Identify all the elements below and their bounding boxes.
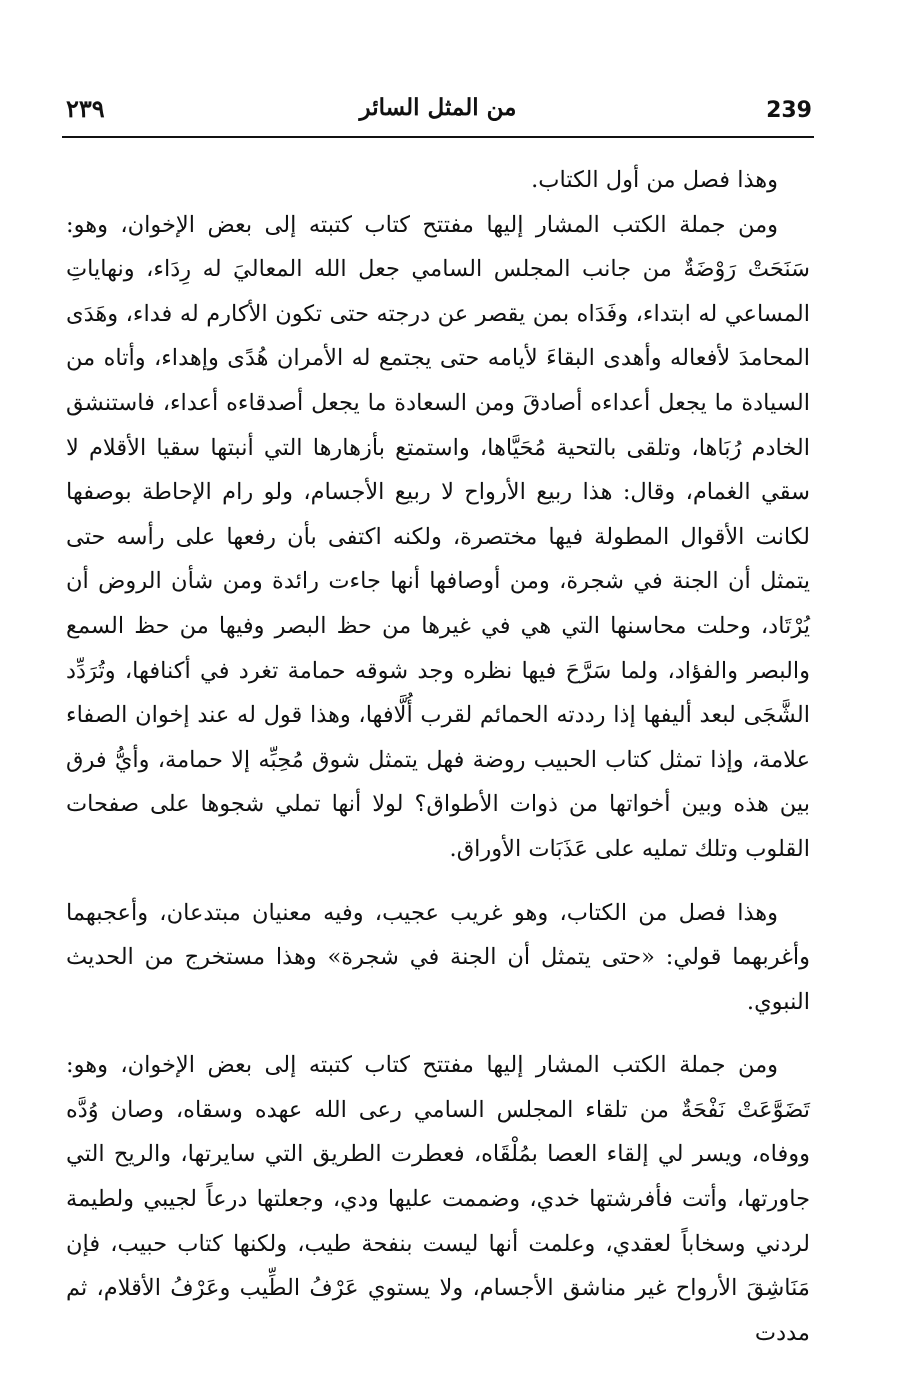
running-title: من المثل السائر [359, 94, 517, 121]
paragraph-letter-one: ومن جملة الكتب المشار إليها مفتتح كتاب كتبته إلى بعض الإخوان، وهو: سَنَحَتْ رَوْضَةٌ من جانب المجلس السامي جعل الله المعاليَ له رِدَاء، ونهاياتِ المساعي له ابتداء، وفَدَاه بمن يقصر عن درجته حتى تكون الأكارم له فداء، وهَدَى المحامدَ لأفعاله وأهدى البقاءَ لأيامه حتى يجتمع له الأمران هُدًى وإهداء، وأتاه من السيادة ما يجعل أعداءه أصادقَ ومن السعادة ما يجعل أصدقاءه أعداء، فاستنشق الخادم رُبَاها، وتلقى بالتحية مُحَيَّاها، واستمتع بأزهارها التي أنبتها سقيا الأقلام لا سقي الغمام، وقال: هذا ربيع الأرواح لا ربيع الأجسام، ولو رام الإحاطة بوصفها لكانت الأقوال المطولة فيها مختصرة، ولكنه اكتفى بأن رفعها على رأسه حتى يتمثل أن الجنة في شجرة، ومن أوصافها أنها جاءت رائدة ومن شأن الروض أن يُرْتَاد، وحلت محاسنها التي هي في غيرها من حظ البصر وفيها من حظ السمع والبصر والفؤاد، ولما سَرَّحَ فيها نظره وجد شوقه حمامة تغرد في أكنافها، وتُرَدِّد الشَّجَى لبعد أليفها إذا رددته الحمائم لقرب أُلَّافها، وهذا قول له عند إخوان الصفاء علامة، وإذا تمثل كتاب الحبيب روضة فهل يتمثل شوق مُحِبِّه إلا حمامة، وأيُّ فرق بين هذه وبين أخواتها من ذوات الأطواق؟ لولا أنها تملي شجوها على صفحات القلوب وتلك تمليه على عَذَبَات الأوراق. [66, 211, 810, 862]
page-number-arabic: ٢٣٩ [66, 94, 105, 123]
page-number-latin: 239 [766, 98, 812, 123]
header-divider [62, 136, 814, 138]
paragraph-intro: وهذا فصل من أول الكتاب. [531, 167, 778, 193]
paragraph-commentary: وهذا فصل من الكتاب، وهو غريب عجيب، وفيه معنيان مبتدعان، وأعجبهما وأغربهما قولي: «حتى يتمثل أن الجنة في شجرة» وهذا مستخرج من الحديث النبوي. [66, 899, 810, 1015]
page-body [66, 158, 810, 1355]
page-header [62, 92, 814, 132]
paragraph-letter-two: ومن جملة الكتب المشار إليها مفتتح كتاب كتبته إلى بعض الإخوان، وهو: تَضَوَّعَتْ نَفْحَةٌ من تلقاء المجلس السامي رعى الله عهده وسقاه، وصان وُدَّه ووفاه، ويسر لي إلقاء العصا بمُلْقَاه، فعطرت الطريق التي سايرتها، والريح التي جاورتها، وأتت فأفرشتها خدي، وضممت عليها ودي، وجعلتها درعاً لجيبي ولطيمة لردني وسخاباً لعقدي، وعلمت أنها ليست بنفحة طيب، ولكنها كتاب حبيب، فإن مَنَاشِقَ الأرواح غير مناشق الأجسام، ولا يستوي عَرْفُ الطِّيب وعَرْفُ الأقلام، ثم مددت [66, 1052, 810, 1346]
